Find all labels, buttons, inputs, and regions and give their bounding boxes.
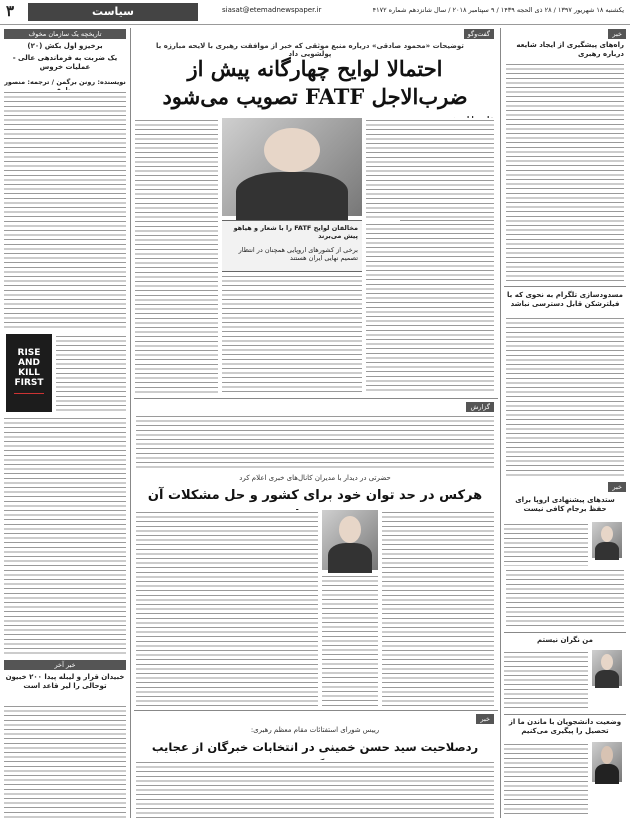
divider	[504, 632, 626, 633]
page-number: ۳	[6, 2, 15, 20]
right-story3-photo	[592, 522, 622, 558]
right-story1-body	[506, 62, 624, 282]
divider	[134, 710, 498, 711]
section-label: سیاست	[28, 3, 198, 21]
divider	[504, 714, 626, 715]
book-title: RISE AND KILL FIRST	[14, 348, 44, 388]
section-email[interactable]: siasat@etemadnewspaper.ir	[222, 6, 322, 14]
left-story1-title: برخیزو اول بکش (۲۰)	[27, 42, 103, 50]
third-headline: ردصلاحیت سید حسن خمینی در انتخابات خبرگان از عجایب	[151, 740, 479, 754]
right-story3-body-b	[506, 568, 624, 628]
second-headline: هرکس در حد توان خود برای کشور و حل مشکلات آن	[147, 488, 483, 503]
second-kicker: حضرتی در دیدار با مدیران کانال‌های خبری اعلام کرد	[239, 474, 391, 482]
main-headline-line2: ضرب‌الاجل FATF تصویب می‌شود	[162, 84, 468, 109]
divider	[504, 286, 626, 287]
main-col-mid	[222, 274, 362, 394]
second-tag: گزارش	[466, 402, 494, 412]
left-byline: نویسنده: رونن برگمن / ترجمه: منصور	[4, 78, 126, 86]
second-body-top	[136, 414, 494, 470]
left-column-tag2: خبر آخر	[4, 660, 126, 670]
main-headline-line1: احتمالا لوایح چهارگانه پیش از	[187, 56, 443, 81]
second-photo	[322, 510, 378, 570]
second-body-left	[136, 510, 318, 706]
left-body-beside-book	[56, 334, 126, 414]
right-story1-title: راه‌های پیشگیری از ایجاد شایعه درباره رهبری	[516, 41, 624, 58]
left-column-tag: تاریخچه یک سازمان مخوف	[4, 29, 126, 39]
third-body	[136, 760, 494, 818]
column-divider	[130, 28, 131, 818]
left-body-bottom	[4, 416, 126, 656]
main-quote2: برخی از کشورهای اروپایی همچنان در انتظار تصمیم نهایی ایران هستند	[238, 246, 358, 262]
right-column-tag: خبر	[608, 29, 626, 39]
right-story3-title: ستدهای پیشنهادی اروپا برای حفظ برجام کافی نیست	[515, 496, 615, 513]
main-tag: گفت‌وگو	[464, 29, 494, 39]
right-story5-photo	[592, 742, 622, 782]
right-story2-body	[506, 316, 624, 476]
divider	[134, 398, 498, 399]
left-story2-body	[4, 704, 126, 818]
main-kicker: توضیحات «محمود صادقی» درباره منبع موثقی که خبر از موافقت رهبری با لایحه مبارزه با پولشویی داد	[156, 42, 464, 58]
third-tag: خبر	[476, 714, 494, 724]
left-body-top	[4, 90, 126, 330]
right-story4-photo	[592, 650, 622, 686]
second-body-right	[382, 510, 494, 706]
main-photo	[222, 118, 362, 216]
third-kicker: رییس شورای استفتائات مقام معظم رهبری:	[250, 726, 380, 734]
main-col-left	[135, 118, 218, 394]
main-col-right	[366, 222, 494, 394]
right-column-tag2: خبر	[608, 482, 626, 492]
left-story2-title: خبیدان قرار و لیبله پیدا ۲۰۰ خبیون توحالی را لیر قاعد است	[5, 673, 125, 690]
main-quote1: مخالفان لوایح FATF را با شعار و هیاهو پیش می‌برند	[233, 224, 358, 240]
main-col-beside-photo	[366, 118, 494, 218]
issue-date: یکشنبه ۱۸ شهریور ۱۳۹۷ / ۲۸ ذی الحجه ۱۴۳۹ / ۹ سپتامبر ۲۰۱۸ / سال شانزدهم شماره ۴۱۷۲	[372, 6, 624, 14]
main-quote-box	[222, 220, 362, 272]
right-story5-body	[504, 742, 588, 814]
right-story5-title: وضعیت دانشجویان با ماندن ما از تحصیل را پیگیری می‌کنیم	[508, 718, 622, 735]
right-story2-title: مسدودسازی تلگرام به نحوی که با فیلترشکن قابل دسترسی نباشد	[507, 291, 623, 308]
left-story1-subtitle: یک ضربت به فرماندهی عالی - عملیات خروس	[12, 54, 118, 71]
page-header	[0, 0, 630, 25]
column-divider	[500, 28, 501, 818]
book-cover	[6, 334, 52, 412]
right-story4-title: من نگران نیستم	[537, 636, 593, 644]
right-story3-body-a	[504, 522, 588, 566]
second-body-mid	[322, 574, 378, 706]
right-story4-body	[504, 650, 588, 710]
